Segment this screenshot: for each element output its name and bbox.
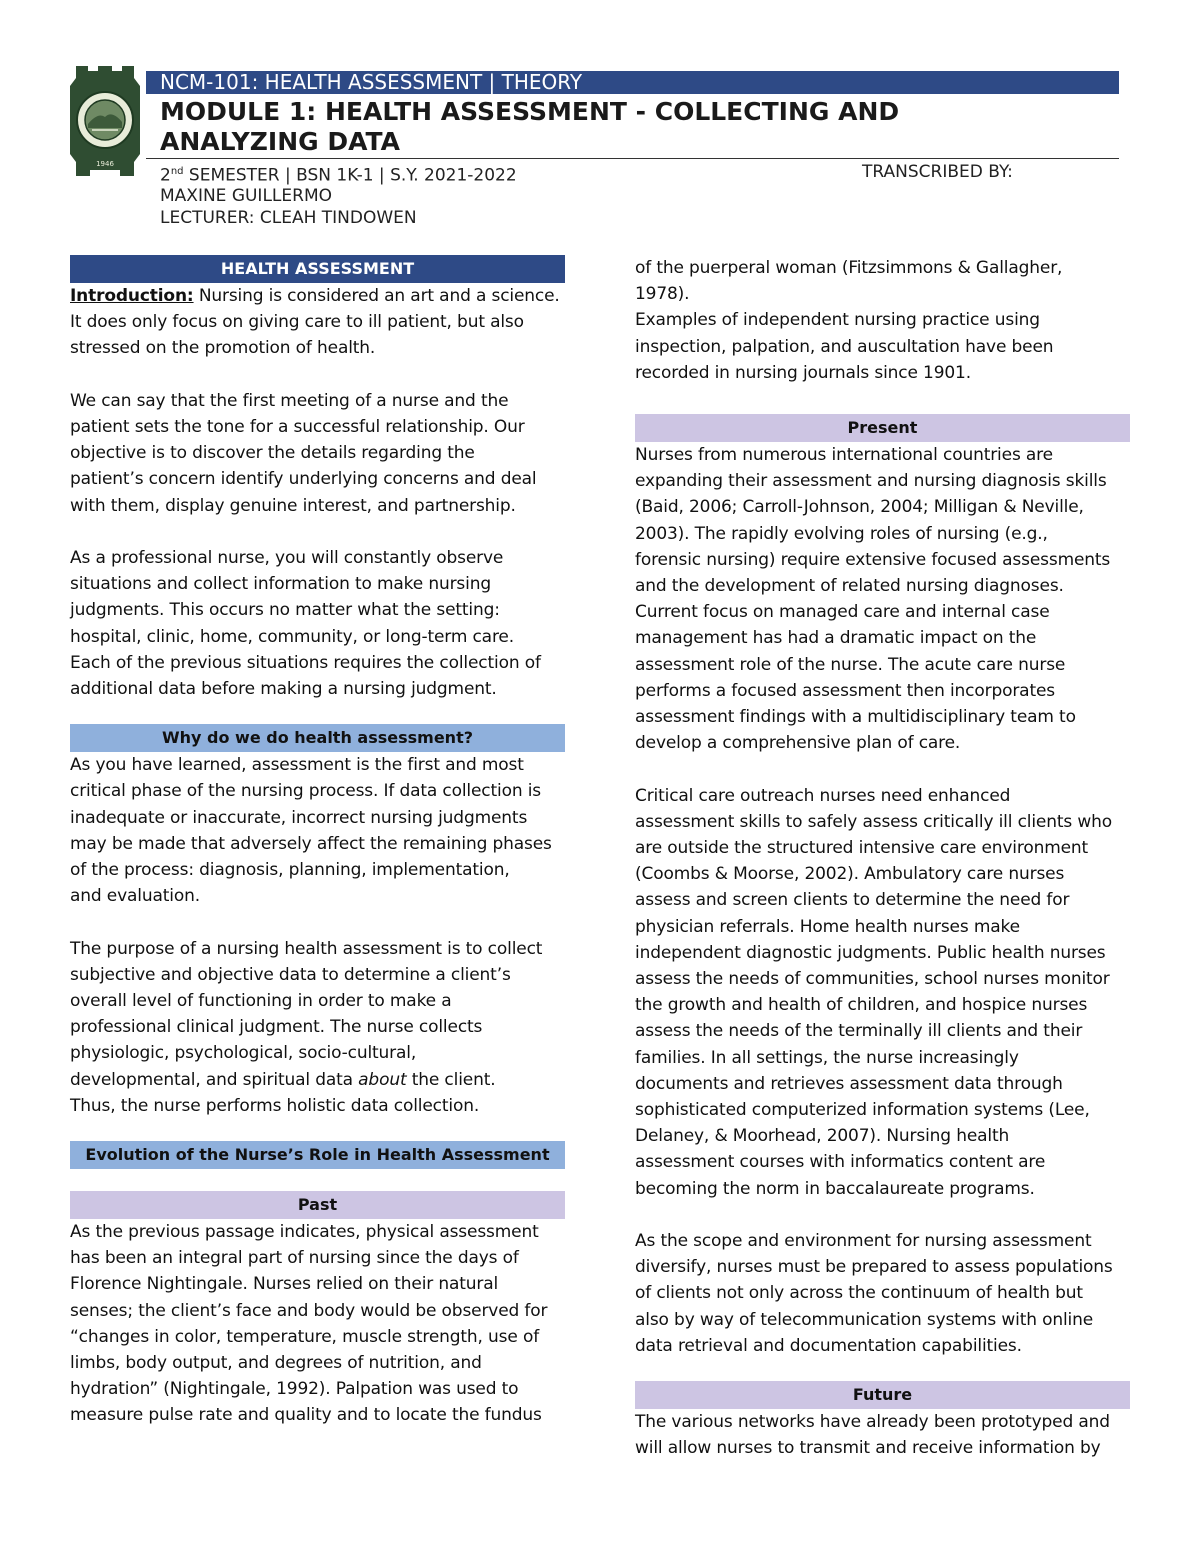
paragraph-line: assessment skills to safely assess critically ill clients who xyxy=(635,811,1112,832)
paragraph-line: has been an integral part of nursing since the days of xyxy=(70,1248,519,1269)
paragraph-line: physician referrals. Home health nurses make xyxy=(635,916,1020,937)
paragraph-line: of clients not only across the continuum of health but xyxy=(635,1283,1083,1304)
paragraph-line: Current focus on managed care and internal case xyxy=(635,602,1050,623)
paragraph-line: 1978). xyxy=(635,284,690,305)
paragraph-line: documents and retrieves assessment data through xyxy=(635,1073,1063,1094)
paragraph-line: recorded in nursing journals since 1901. xyxy=(635,362,971,383)
paragraph-line: inspection, palpation, and auscultation have been xyxy=(635,336,1054,357)
lecturer-line: LECTURER: CLEAH TINDOWEN xyxy=(160,208,417,228)
paragraph-line: Delaney, & Moorhead, 2007). Nursing health xyxy=(635,1126,1010,1147)
paragraph-line: Critical care outreach nurses need enhanced xyxy=(635,785,1011,806)
paragraph-line: As a professional nurse, you will constantly observe xyxy=(70,548,504,568)
svg-text:1946: 1946 xyxy=(96,160,114,168)
paragraph-line: management has had a dramatic impact on the xyxy=(635,628,1037,649)
paragraph-line: of the puerperal woman (Fitzsimmons & Gallagher, xyxy=(635,258,1063,278)
paragraph-line: As the scope and environment for nursing assessment xyxy=(635,1231,1092,1252)
transcribed-label: TRANSCRIBED BY: xyxy=(862,162,1013,182)
paragraph-line: assess the needs of the terminally ill clients and their xyxy=(635,1021,1083,1042)
paragraph-line: inadequate or inaccurate, incorrect nursing judgments xyxy=(70,807,528,828)
section-heading-why: Why do we do health assessment? xyxy=(70,724,565,752)
section-heading-future: Future xyxy=(635,1381,1130,1409)
paragraph-line: Thus, the nurse performs holistic data collection. xyxy=(70,1095,480,1116)
paragraph-line: expanding their assessment and nursing diagnosis skills xyxy=(635,471,1107,492)
paragraph-line: (Baid, 2006; Carroll-Johnson, 2004; Milligan & Neville, xyxy=(635,497,1084,518)
paragraph-line: measure pulse rate and quality and to locate the fundus xyxy=(70,1405,542,1426)
paragraph-line: are outside the structured intensive care environment xyxy=(635,838,1089,859)
paragraph-line: develop a comprehensive plan of care. xyxy=(635,733,961,754)
intro-line: It does only focus on giving care to ill patient, but also xyxy=(70,312,524,333)
paragraph-line: critical phase of the nursing process. If data collection is xyxy=(70,781,542,802)
paragraph-line: performs a focused assessment then incorporates xyxy=(635,680,1055,701)
paragraph-line: patient sets the tone for a successful relationship. Our xyxy=(70,417,525,437)
paragraph-line: Florence Nightingale. Nurses relied on their natural xyxy=(70,1274,499,1295)
paragraph-line: hospital, clinic, home, community, or long-term care. xyxy=(70,626,514,647)
university-seal-icon xyxy=(68,62,142,182)
paragraph-line: subjective and objective data to determine a client’s xyxy=(70,964,511,985)
section-heading-health-assessment: HEALTH ASSESSMENT xyxy=(70,255,565,283)
paragraph-line: assess the needs of communities, school nurses monitor xyxy=(635,969,1110,990)
paragraph-line: may be made that adversely affect the remaining phases xyxy=(70,833,552,854)
paragraph-line: becoming the norm in baccalaureate programs. xyxy=(635,1178,1035,1199)
left-column xyxy=(70,255,565,1429)
paragraph-line: 2003). The rapidly evolving roles of nursing (e.g., xyxy=(635,523,1048,544)
paragraph-line: assessment findings with a multidisciplinary team to xyxy=(635,707,1076,728)
paragraph-line: of the process: diagnosis, planning, implementation, xyxy=(70,860,510,881)
right-column xyxy=(635,255,1130,1462)
paragraph-line: professional clinical judgment. The nurse collects xyxy=(70,1017,483,1038)
paragraph-line: diversify, nurses must be prepared to assess populations xyxy=(635,1257,1113,1278)
paragraph-line: As the previous passage indicates, physical assessment xyxy=(70,1222,539,1243)
paragraph-line: limbs, body output, and degrees of nutrition, and xyxy=(70,1353,482,1374)
paragraph-line: assess and screen clients to determine the need for xyxy=(635,890,1070,911)
paragraph-line: hydration” (Nightingale, 1992). Palpation was used to xyxy=(70,1379,519,1400)
paragraph-line: also by way of telecommunication systems with online xyxy=(635,1309,1094,1330)
section-heading-past: Past xyxy=(70,1191,565,1219)
intro-line: stressed on the promotion of health. xyxy=(70,338,376,359)
paragraph-line: Each of the previous situations requires the collection of xyxy=(70,652,541,673)
paragraph-line: the growth and health of children, and hospice nurses xyxy=(635,995,1088,1016)
paragraph-line: overall level of functioning in order to make a xyxy=(70,991,452,1012)
paragraph-line: forensic nursing) require extensive focused assessments xyxy=(635,549,1111,570)
paragraph-line: objective is to discover the details regarding the xyxy=(70,443,475,464)
transcriber-name: MAXINE GUILLERMO xyxy=(160,186,332,206)
paragraph-line: and evaluation. xyxy=(70,886,200,907)
paragraph-line: and the development of related nursing diagnoses. xyxy=(635,576,1064,597)
course-title-bar: NCM-101: HEALTH ASSESSMENT | THEORY xyxy=(146,71,1119,94)
section-heading-evolution: Evolution of the Nurse’s Role in Health Assessment xyxy=(70,1141,565,1169)
paragraph-line: situations and collect information to make nursing xyxy=(70,574,491,595)
paragraph-line: will allow nurses to transmit and receive information by xyxy=(635,1438,1101,1459)
paragraph-line: Examples of independent nursing practice using xyxy=(635,310,1040,331)
paragraph-line: assessment courses with informatics content are xyxy=(635,1152,1046,1173)
paragraph-line: families. In all settings, the nurse increasingly xyxy=(635,1047,1019,1068)
paragraph-line: As you have learned, assessment is the first and most xyxy=(70,755,524,776)
paragraph-line: “changes in color, temperature, muscle strength, use of xyxy=(70,1326,540,1347)
paragraph-line: senses; the client’s face and body would be observed for xyxy=(70,1300,548,1321)
paragraph-line: (Coombs & Moorse, 2002). Ambulatory care nurses xyxy=(635,864,1065,885)
intro-line: Introduction: Nursing is considered an art and a science. xyxy=(70,286,560,306)
paragraph-line: judgments. This occurs no matter what the setting: xyxy=(70,600,500,621)
section-heading-present: Present xyxy=(635,414,1130,442)
paragraph-line: patient’s concern identify underlying concerns and deal xyxy=(70,469,537,490)
paragraph-line: The purpose of a nursing health assessment is to collect xyxy=(70,938,543,959)
paragraph-line: sophisticated computerized information systems (Lee, xyxy=(635,1100,1090,1121)
paragraph-line: Nurses from numerous international countries are xyxy=(635,445,1053,466)
paragraph-line: developmental, and spiritual data about the client. xyxy=(70,1069,496,1090)
paragraph-line: assessment role of the nurse. The acute care nurse xyxy=(635,654,1066,675)
paragraph-line: data retrieval and documentation capabilities. xyxy=(635,1335,1022,1356)
paragraph-line: with them, display genuine interest, and partnership. xyxy=(70,495,516,516)
paragraph-line: physiologic, psychological, socio-cultural, xyxy=(70,1043,417,1064)
header-divider xyxy=(146,158,1119,159)
module-title: MODULE 1: HEALTH ASSESSMENT - COLLECTING AND ANALYZING DATA xyxy=(160,97,900,156)
paragraph-line: independent diagnostic judgments. Public health nurses xyxy=(635,942,1106,963)
semester-line: 2nd SEMESTER | BSN 1K-1 | S.Y. 2021-2022 xyxy=(160,165,517,186)
paragraph-line: We can say that the first meeting of a nurse and the xyxy=(70,390,509,411)
paragraph-line: additional data before making a nursing judgment. xyxy=(70,679,497,700)
paragraph-line: The various networks have already been prototyped and xyxy=(635,1412,1110,1433)
intro-label: Introduction: xyxy=(70,286,194,306)
